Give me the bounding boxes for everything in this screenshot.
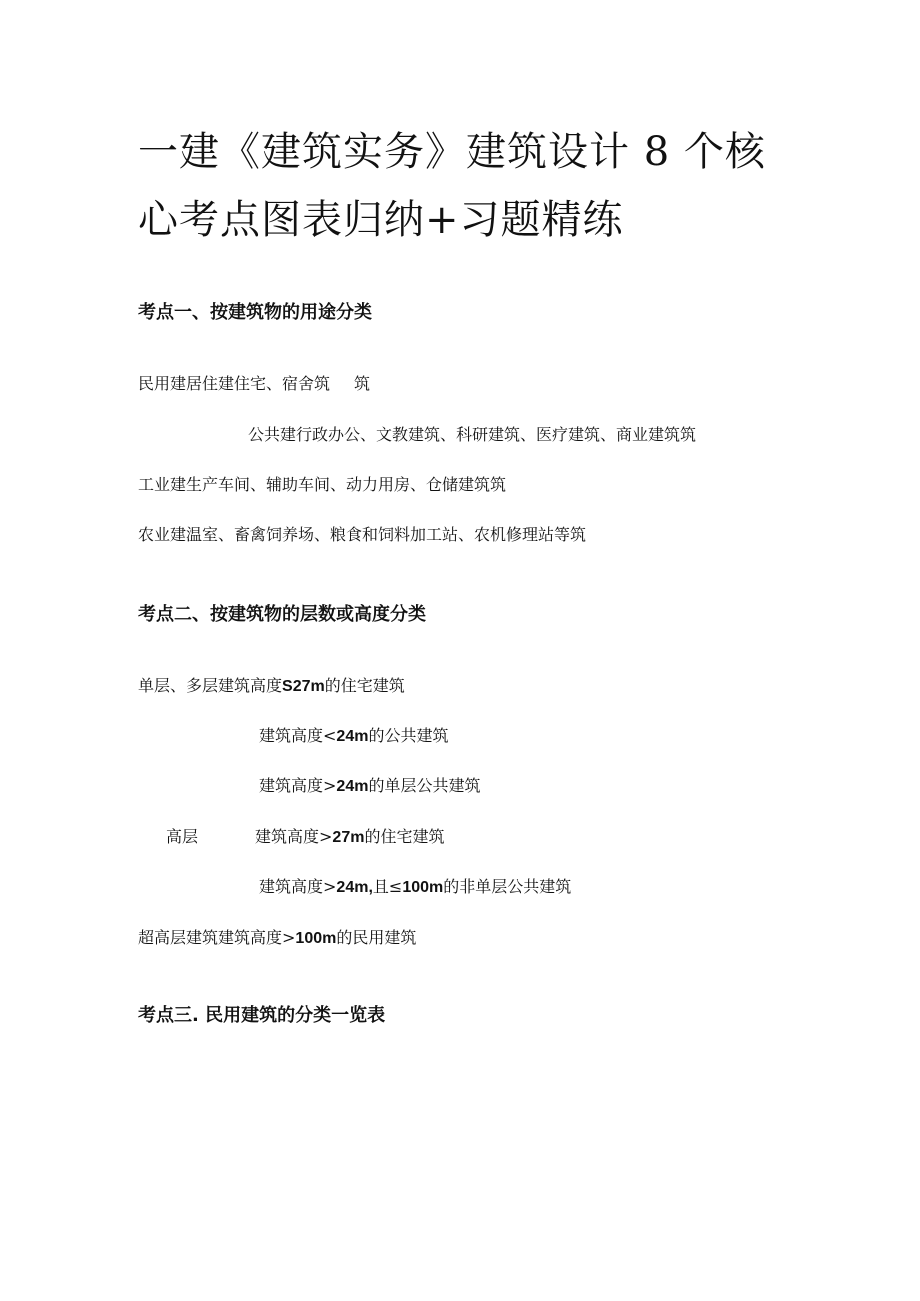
section2-row-3	[259, 775, 480, 798]
row-text: 民用建居住建住宅、宿舍筑	[138, 374, 331, 393]
height-value: 24m	[336, 778, 369, 795]
title-line-2: 心考点图表归纳+习题精练	[138, 197, 624, 243]
section3-heading: 考点三. 民用建筑的分类一览表	[138, 1005, 386, 1026]
section2-row-5	[259, 876, 571, 899]
height-value: 100m	[295, 930, 337, 947]
document-title	[138, 118, 798, 254]
height-value: 100m	[402, 879, 444, 896]
section2-heading: 考点二、按建筑物的层数或高度分类	[138, 604, 426, 625]
row-text: 且≤	[372, 877, 403, 896]
row-text: 公共建行政办公、文教建筑、科研建筑、医疗建筑、商业建筑筑	[248, 425, 697, 444]
height-value: 27m	[332, 829, 365, 846]
section1-row-3	[138, 474, 506, 496]
section2-row-2	[259, 725, 448, 748]
row-text-tail: 筑	[354, 374, 371, 393]
height-value: 24m,	[336, 879, 373, 896]
section2-row-4-label: 高层	[166, 827, 199, 846]
section1-heading: 考点一、按建筑物的用途分类	[138, 302, 372, 323]
height-value: S27m	[282, 678, 325, 695]
section2-row-4	[255, 826, 444, 849]
row-text: 的公共建筑	[368, 726, 449, 745]
row-text: 的住宅建筑	[364, 827, 445, 846]
row-text: 建筑高度>	[259, 776, 337, 795]
row-text: 建筑高度>	[255, 827, 333, 846]
row-text: 单层、多层建筑高度	[138, 676, 283, 695]
row-text: 的住宅建筑	[324, 676, 405, 695]
row-text: 建筑高度>	[259, 877, 337, 896]
title-line-1: 一建《建筑实务》建筑设计 8 个核	[138, 129, 766, 175]
row-text: 农业建温室、畜禽饲养场、粮食和饲料加工站、农机修理站等筑	[138, 525, 587, 544]
row-text: 的单层公共建筑	[368, 776, 481, 795]
section1-row-2	[248, 424, 696, 446]
row-text: 超高层建筑建筑高度>	[138, 928, 296, 947]
height-value: 24m	[336, 728, 369, 745]
row-text: 的民用建筑	[336, 928, 417, 947]
section2-row-1	[138, 675, 405, 698]
row-text: 工业建生产车间、辅助车间、动力用房、仓储建筑筑	[138, 475, 507, 494]
section2-row-6	[138, 927, 416, 950]
section1-row-4	[138, 524, 586, 546]
row-text: 建筑高度<	[259, 726, 337, 745]
section1-row-1	[138, 373, 370, 395]
row-text: 的非单层公共建筑	[443, 877, 572, 896]
